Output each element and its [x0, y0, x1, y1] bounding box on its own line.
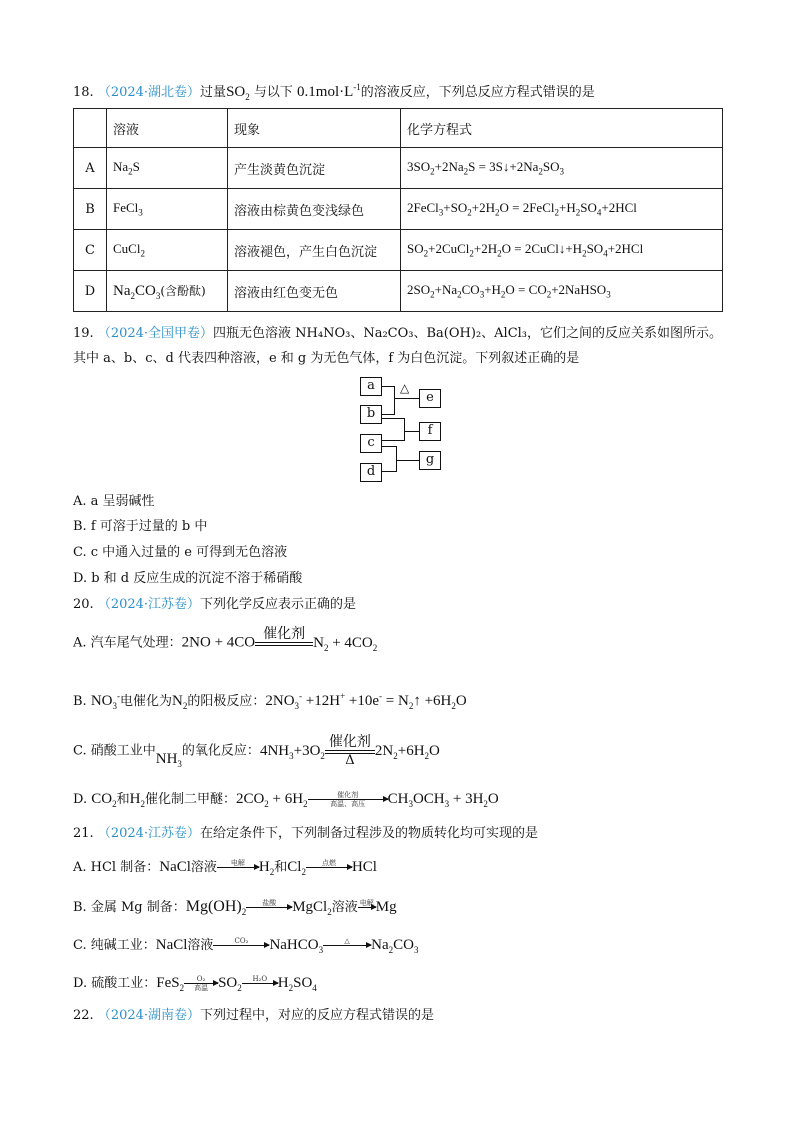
connector [404, 431, 419, 432]
arrow-bar [358, 907, 376, 908]
reaction-arrow [213, 937, 269, 954]
option-text: 溶液 [331, 900, 358, 915]
option-cell: A [74, 148, 107, 189]
arrow-label-spacer [213, 946, 269, 954]
arrow-label-spacer [246, 908, 292, 916]
option-label: B. 金属 Mg 制备： [73, 900, 186, 915]
q19-source-tag: （2024·全国甲卷） [97, 326, 214, 341]
option-label: C. 硝酸工业中 [73, 743, 156, 759]
header-cell: 化学方程式 [401, 109, 723, 148]
arrow-label-spacer [323, 946, 371, 954]
option-cell: C [74, 230, 107, 271]
q19-number: 19. [73, 326, 94, 341]
solution-cell: FeCl$_3$ [107, 189, 228, 230]
box-f: f [419, 422, 441, 441]
phenomenon-cell: 产生淡黄色沉淀 [228, 148, 401, 189]
arrow-bar [308, 799, 388, 800]
formula: HCl [351, 859, 377, 875]
arrow-bar [246, 907, 292, 908]
formula: $Cl_2$ [287, 859, 306, 877]
table-row [74, 271, 723, 312]
arrow-label-top: △ [344, 937, 350, 945]
arrow-label-top: O₂ [196, 975, 206, 983]
condition-text: 催化剂 [263, 626, 306, 642]
phenomenon-cell: 溶液褪色，产生白色沉淀 [228, 230, 401, 271]
q21-source-tag: （2024·江苏卷） [97, 826, 201, 841]
formula: $H_2$ [129, 791, 145, 809]
q20-stem-text: 下列化学反应表示正确的是 [200, 597, 357, 612]
formula: $H_2$ [258, 859, 275, 877]
catalyst-heat-condition [325, 734, 375, 768]
q20-stem [73, 594, 356, 616]
option-label: D. 硫酸工业： [73, 976, 157, 991]
equation-cell: $2FeCl_3+SO_2+2H_2O$ = $2FeCl_2+H_2SO_4+2HCl$ [401, 189, 723, 230]
connector [394, 398, 419, 399]
option-text: 溶液 [190, 860, 217, 875]
equation: $4NH_3+3O_2$ [259, 742, 325, 761]
reaction-arrow [242, 975, 278, 992]
q19-stem-line2 [73, 348, 579, 370]
phenomenon-cell: 溶液由棕黄色变浅绿色 [228, 189, 401, 230]
box-d: d [360, 463, 382, 482]
option-label: A. HCl 制备： [73, 860, 160, 875]
arrow-bar [213, 945, 269, 946]
q21-stem [73, 823, 538, 845]
arrow-label-spacer [217, 868, 259, 876]
table-row [74, 148, 723, 189]
reaction-arrow [358, 899, 376, 916]
equation-cell: $3SO_2+2Na_2S$ = $3S↓+2Na_2SO_3$ [401, 148, 723, 189]
equation: 2NO + 4CO [181, 634, 256, 651]
table-row [74, 230, 723, 271]
option-text: 和 [116, 792, 130, 807]
q19-option-b: B. f 可溶于过量的 b 中 [73, 519, 208, 534]
arrow-label-top: CO₂ [234, 937, 249, 945]
phenomenon-cell: 溶液由红色变无色 [228, 271, 401, 312]
formula: FeS$_2$ [156, 975, 185, 993]
q18-stem-b: 与以下 [253, 85, 293, 100]
connector [382, 386, 394, 387]
q20-option-b [73, 685, 467, 717]
q18-stem [73, 76, 595, 108]
q19-option-a: A. a 呈弱碱性 [73, 494, 155, 509]
box-b: b [360, 405, 382, 424]
arrow-label-top: 催化剂 [337, 791, 359, 799]
q20-option-d [73, 788, 499, 815]
equation: $2CO_2 + 6H_2$ [235, 791, 308, 809]
option-label: D. [73, 792, 88, 807]
connector [396, 446, 397, 472]
q18-concentration: $0.1mol\cdot L^{-1}$ [297, 82, 361, 100]
reaction-arrow [246, 899, 292, 916]
q20-source-tag: （2024·江苏卷） [97, 597, 201, 612]
arrow-bar [306, 867, 352, 868]
arrow-label-top: 盐酸 [262, 899, 277, 907]
connector [404, 418, 405, 441]
q21-stem-text: 在给定条件下，下列制备过程涉及的物质转化均可实现的是 [200, 826, 539, 841]
connector [382, 446, 396, 447]
q21-option-b [73, 896, 397, 923]
q20-option-c [73, 734, 440, 768]
q20-option-a [73, 626, 377, 660]
formula: Mg [375, 899, 397, 915]
q22-stem-text: 下列过程中，对应的反应方程式错误的是 [200, 1008, 435, 1023]
box-e: e [419, 389, 441, 408]
formula: NaCl [155, 937, 188, 953]
arrow-label-bottom: 高温 [194, 984, 209, 992]
option-text: 催化制二甲醚： [144, 792, 236, 807]
reaction-arrow [184, 975, 218, 992]
connector [396, 460, 419, 461]
reaction-arrow [306, 859, 352, 876]
arrow-bar [217, 867, 259, 868]
table-header-row [74, 109, 723, 148]
box-c: c [360, 434, 382, 453]
table-row [74, 189, 723, 230]
q19-stem-text1: 四瓶无色溶液 NH₄NO₃、Na₂CO₃、Ba(OH)₂、AlCl₃，它们之间的反应关系如图所示。 [213, 326, 723, 341]
q22-number: 22. [73, 1008, 94, 1023]
option-text: 和 [274, 860, 288, 875]
solution-note: (含酚酞) [160, 283, 206, 298]
condition-text: 催化剂 [328, 734, 371, 750]
q18-formula-so2: $SO_2$ [226, 84, 250, 102]
equation: $N_2 + 4CO_2$ [313, 634, 378, 653]
header-cell: 现象 [228, 109, 401, 148]
connector [382, 440, 404, 441]
q19-option-c: C. c 中通入过量的 e 可得到无色溶液 [73, 545, 288, 560]
option-text: 电催化为 [120, 694, 173, 709]
q18-source-tag: （2024·湖北卷） [97, 85, 201, 100]
reaction-arrow [217, 859, 259, 876]
option-label: C. 纯碱工业： [73, 938, 156, 953]
q19-option-d: D. b 和 d 反应生成的沉淀不溶于稀硝酸 [73, 571, 303, 586]
q18-stem-a: 过量 [200, 85, 227, 100]
condition-spacer [255, 646, 313, 660]
reaction-arrow [308, 791, 388, 808]
formula: $CO_2$ [91, 791, 117, 809]
solution-cell: CuCl$_2$ [107, 230, 228, 271]
q22-stem [73, 1005, 434, 1027]
catalyst-condition [255, 626, 313, 660]
box-g: g [419, 451, 441, 470]
solution-cell: $Na_2CO_3$(含酚酞) [107, 271, 228, 312]
option-text: 的阳极反应： [187, 694, 266, 709]
equation: $2NO_3^- +12H^+ +10e^-$ = $N_2↑ +6H_2O$ [265, 691, 467, 711]
arrow-label-bottom: 高温、高压 [330, 800, 366, 808]
formula: $H_2SO_4$ [277, 975, 317, 993]
connector [382, 471, 396, 472]
formula: $N_2$ [172, 693, 188, 711]
formula: $SO_2$ [218, 975, 242, 993]
option-text: 的氧化反应： [181, 743, 260, 759]
q21-option-d [73, 972, 317, 999]
arrow-label-top: H₂O [252, 975, 268, 983]
q18-table [73, 108, 723, 312]
formula: MgCl$_2$ [292, 899, 332, 917]
formula: $Na_2CO_3$ [371, 937, 419, 955]
q19-stem-line1 [73, 323, 722, 345]
option-label: A. 汽车尾气处理： [73, 635, 182, 651]
q22-source-tag: （2024·湖南卷） [97, 1008, 201, 1023]
formula: $NH_3$ [155, 750, 182, 769]
q21-number: 21. [73, 826, 94, 841]
equation-cell: $SO_2+2CuCl_2+2H_2O$ = $2CuCl↓+H_2SO_4+2HCl$ [401, 230, 723, 271]
arrow-label-top: 电解 [359, 899, 374, 907]
box-a: a [360, 377, 382, 396]
q21-option-a [73, 856, 377, 883]
q19-stem-text2: 其中 a、b、c、d 代表四种溶液，e 和 g 为无色气体，f 为白色沉淀。下列叙述正确的是 [73, 351, 580, 366]
option-label: B. [73, 694, 87, 709]
equation: $CH_3OCH_3 + 3H_2O$ [387, 791, 499, 809]
q18-number: 18. [73, 85, 94, 100]
arrow-bar [184, 983, 218, 984]
formula: $NO_3^-$ [90, 691, 120, 711]
connector [394, 386, 395, 415]
q21-option-c [73, 934, 418, 961]
arrow-label-spacer [306, 868, 352, 876]
arrow-bar [323, 945, 371, 946]
q18-stem-c: 的溶液反应，下列总反应方程式错误的是 [360, 85, 595, 100]
option-text: 溶液 [187, 938, 214, 953]
formula: NaCl [159, 859, 191, 875]
arrow-label-top: 点燃 [321, 859, 336, 867]
option-cell: D [74, 271, 107, 312]
equation-cell: $2SO_2+Na_2CO_3+H_2O$ = $CO_2+2NaHSO_3$ [401, 271, 723, 312]
arrow-label-top: 电解 [230, 859, 245, 867]
arrow-bar [242, 983, 278, 984]
connector [382, 418, 404, 419]
reaction-arrow [323, 937, 371, 954]
connector [382, 414, 394, 415]
formula: $Mg(OH)_2$ [185, 898, 247, 918]
header-cell [74, 109, 107, 148]
formula: NaHCO$_3$ [269, 937, 324, 955]
q20-number: 20. [73, 597, 94, 612]
header-cell: 溶液 [107, 109, 228, 148]
option-cell: B [74, 189, 107, 230]
solution-cell: $Na_2S$ [107, 148, 228, 189]
heat-symbol: △ [400, 381, 410, 395]
condition-text: Δ [345, 753, 355, 768]
equation: $2N_2+6H_2O$ [374, 742, 440, 761]
